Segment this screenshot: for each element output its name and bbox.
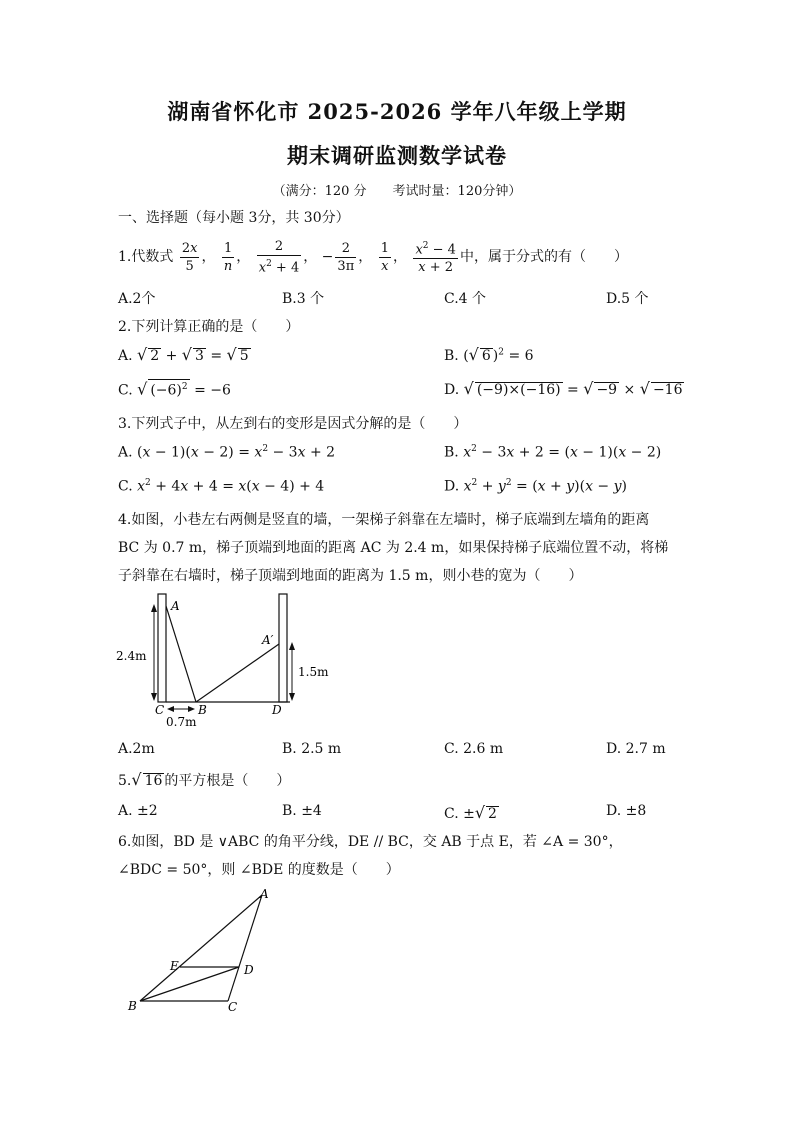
- arrowhead: [289, 693, 295, 701]
- label-bc: 0.7m: [166, 715, 197, 729]
- label-a: A: [171, 599, 180, 613]
- q1-expr-6: $\frac{x^2 - 4}{x + 2}$: [413, 238, 458, 276]
- q1-option-d[interactable]: D.5 个: [606, 291, 649, 307]
- q2-option-b[interactable]: B. (√ 6 )$^2$ = 6: [444, 345, 534, 364]
- q6-triangle-figure: [120, 884, 280, 1016]
- q1-suffix: 中，属于分式的有（ ）: [459, 249, 628, 266]
- question-2-stem: 2.下列计算正确的是（ ）: [118, 319, 300, 335]
- q4-line1: 4.如图，小巷左右两侧是竖直的墙，一架梯子斜靠在左墙时，梯子底端到左墙角的距离: [118, 512, 650, 528]
- q4-option-d[interactable]: D. 2.7 m: [606, 741, 666, 757]
- q1-expr-3: $\frac{2}{x^2 + 4}$: [258, 239, 300, 276]
- q6-line1: 6.如图，BD 是 ∨ABC 的角平分线，DE // BC，交 AB 于点 E，若 ∠A = 30°，: [118, 834, 623, 850]
- left-wall: [158, 594, 166, 702]
- q4-ladder-figure: [112, 588, 342, 730]
- segment-ab: [140, 895, 262, 1001]
- q6-line2: ∠BDC = 50°，则 ∠BDE 的度数是（ ）: [118, 862, 400, 878]
- q4-option-c[interactable]: C. 2.6 m: [444, 741, 504, 757]
- question-3-stem: 3.下列式子中，从左到右的变形是因式分解的是（ ）: [118, 416, 468, 432]
- q5-option-b[interactable]: B. ±4: [282, 803, 322, 819]
- q4-line2: BC 为 0.7 m，梯子顶端到地面的距离 AC 为 2.4 m，如果保持梯子底端位置不动，将梯: [118, 540, 669, 556]
- segment-ac: [228, 895, 262, 1001]
- label-a: A: [260, 887, 269, 901]
- question-5-stem: 5.√ 16 的平方根是（ ）: [118, 770, 291, 789]
- q1-option-c[interactable]: C.4 个: [444, 291, 487, 307]
- q4-line3: 子斜靠在右墙时，梯子顶端到地面的距离为 1.5 m，则小巷的宽为（ ）: [118, 568, 583, 584]
- q5-option-a[interactable]: A. ±2: [118, 803, 158, 819]
- arrowhead: [151, 604, 157, 612]
- arrowhead: [151, 693, 157, 701]
- section-heading: 一、选择题（每小题 3分，共 30分）: [118, 210, 350, 226]
- exam-title-line2: 期末调研监测数学试卷: [287, 143, 507, 168]
- q1-expr-4: $\frac{2}{3\pi}$: [337, 240, 355, 274]
- q1-prefix: 1.代数式: [118, 249, 174, 266]
- q5-option-d[interactable]: D. ±8: [606, 803, 647, 819]
- right-wall: [279, 594, 287, 702]
- arrowhead: [188, 706, 195, 712]
- q5-option-c[interactable]: C. ±√ 2: [444, 803, 497, 822]
- q1-expr-2: $\frac{1}{n}$: [223, 240, 233, 274]
- label-height-right: 1.5m: [298, 665, 329, 679]
- question-6-stem: [118, 828, 678, 884]
- q1-expr-5: $\frac{1}{x}$: [380, 240, 389, 274]
- exam-title-line1: 湖南省怀化市 2025-2026 学年八年级上学期: [167, 99, 627, 124]
- q1-expr-1: $\frac{2x}{5}$: [181, 240, 198, 274]
- q3-option-a[interactable]: A. $(x - 1)(x - 2) = x^2 - 3x + 2$: [118, 444, 336, 461]
- label-d: D: [244, 963, 254, 977]
- question-1: 1.代数式 $\frac{2x}{5}$ ， $\frac{1}{n}$ ， $\frac{2}{x^2 + 4}$ ， − $\frac{2}{3\pi}$ ， $\frac{1}{x}$ ， $\frac{x^2 - 4}{x + 2}$ 中，属于分式的有（ ）: [118, 239, 628, 276]
- q4-option-a[interactable]: A.2m: [118, 741, 155, 757]
- label-b: B: [128, 999, 137, 1013]
- label-a-prime: A′: [262, 633, 274, 647]
- label-c: C: [228, 1000, 238, 1014]
- arrowhead: [289, 642, 295, 650]
- arrowhead: [167, 706, 174, 712]
- label-height-left: 2.4m: [116, 649, 147, 663]
- label-e: E: [170, 959, 179, 973]
- q3-option-b[interactable]: B. $x^2 - 3x + 2 = (x - 1)(x - 2)$: [444, 444, 662, 461]
- q2-option-c[interactable]: C. √ $(-6)^2 = -6$: [118, 379, 231, 399]
- label-d: D: [272, 703, 282, 717]
- exam-subtitle: （满分：120 分 考试时量：120分钟）: [272, 184, 522, 199]
- q1-option-a[interactable]: A.2个: [118, 291, 156, 307]
- q3-option-c[interactable]: C. $x^2 + 4x + 4 = x(x - 4) + 4$: [118, 478, 325, 495]
- q1-option-b[interactable]: B.3 个: [282, 291, 325, 307]
- q2-option-d[interactable]: D. √ (−9)×(−16) = √ −9 × √ −16: [444, 379, 683, 398]
- label-b: B: [198, 703, 207, 717]
- label-c: C: [155, 703, 165, 717]
- ladder-right: [196, 644, 279, 702]
- q4-option-b[interactable]: B. 2.5 m: [282, 741, 342, 757]
- ladder-left: [166, 606, 196, 702]
- segment-bd: [140, 967, 239, 1001]
- q3-option-d[interactable]: D. $x^2 + y^2 = (x + y)(x - y)$: [444, 478, 628, 495]
- q2-option-a[interactable]: A. √ 2 + √ 3 = √ 5: [118, 345, 249, 364]
- question-4-stem: [118, 506, 678, 590]
